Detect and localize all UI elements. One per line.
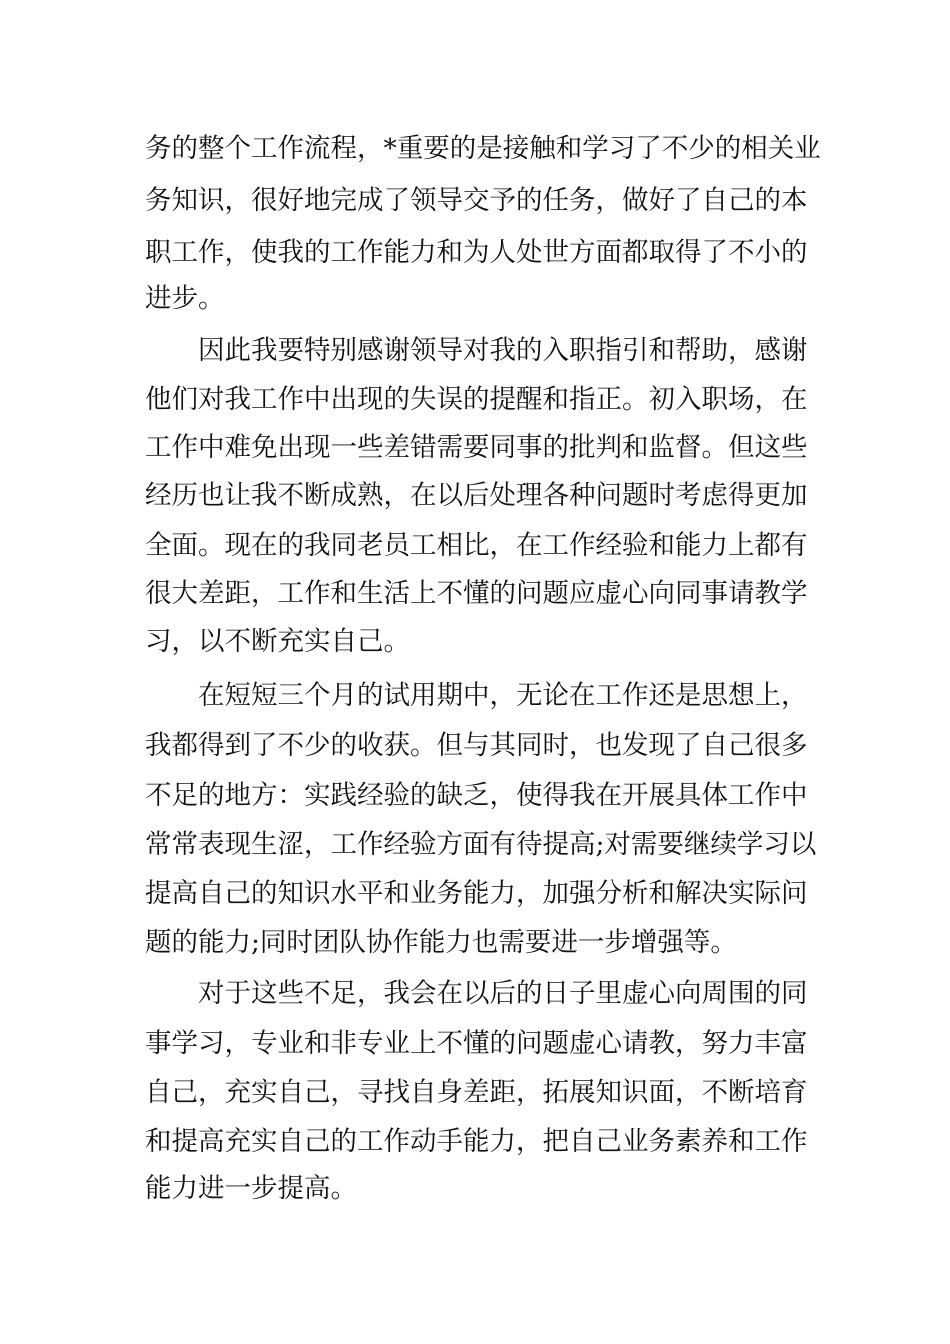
paragraph-3-line-1: 在短短三个月的试用期中，无论在工作还是思想上，	[198, 680, 808, 711]
paragraph-3-line-5: 提高自己的知识水平和业务能力，加强分析和解决实际问	[145, 878, 808, 909]
paragraph-4-line-2: 事学习，专业和非专业上不懂的问题虚心请教，努力丰富	[145, 1028, 808, 1059]
paragraph-4-line-1: 对于这些不足，我会在以后的日子里虚心向周围的同	[198, 978, 808, 1009]
paragraph-4-line-3: 自己，充实自己，寻找自身差距，拓展知识面，不断培育	[145, 1077, 808, 1108]
paragraph-2-line-3: 工作中难免出现一些差错需要同事的批判和监督。但这些	[145, 432, 808, 463]
paragraph-4-line-5: 能力进一步提高。	[145, 1173, 357, 1204]
paragraph-1-line-4: 进步。	[145, 283, 225, 314]
paragraph-3-line-4: 常常表现生涩，工作经验方面有待提高;对需要继续学习以	[145, 829, 817, 860]
paragraph-1-line-3: 职工作，使我的工作能力和为人处世方面都取得了不小的	[145, 237, 808, 268]
paragraph-2-line-6: 很大差距，工作和生活上不懂的问题应虚心向同事请教学	[145, 578, 808, 609]
paragraph-3-line-2: 我都得到了不少的收获。但与其同时，也发现了自己很多	[145, 730, 808, 761]
paragraph-1-line-2: 务知识，很好地完成了领导交予的任务，做好了自己的本	[145, 185, 808, 216]
paragraph-4-line-4: 和提高充实自己的工作动手能力，把自己业务素养和工作	[145, 1126, 808, 1157]
paragraph-2-line-2: 他们对我工作中出现的失误的提醒和指正。初入职场，在	[145, 384, 808, 415]
paragraph-2-line-1: 因此我要特别感谢领导对我的入职指引和帮助，感谢	[198, 335, 808, 366]
paragraph-2-line-4: 经历也让我不断成熟，在以后处理各种问题时考虑得更加	[145, 480, 808, 511]
paragraph-3-line-6: 题的能力;同时团队协作能力也需要进一步增强等。	[145, 927, 737, 958]
paragraph-2-line-7: 习，以不断充实自己。	[145, 626, 410, 657]
paragraph-2-line-5: 全面。现在的我同老员工相比，在工作经验和能力上都有	[145, 530, 808, 561]
paragraph-1-line-1: 务的整个工作流程，*重要的是接触和学习了不少的相关业	[145, 133, 821, 164]
paragraph-3-line-3: 不足的地方：实践经验的缺乏，使得我在开展具体工作中	[145, 780, 808, 811]
